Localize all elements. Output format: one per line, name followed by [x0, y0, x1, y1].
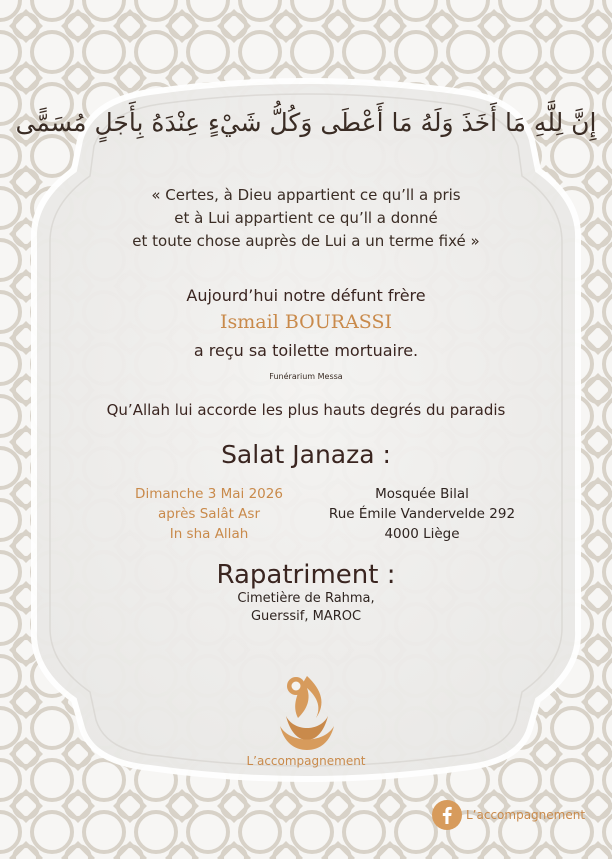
repatriation-location: Guerssif, MAROC	[250, 609, 362, 624]
salat-venue: Mosquée Bilal	[375, 486, 469, 502]
flame-logo-icon	[276, 668, 338, 758]
salat-note: In sha Allah	[169, 526, 249, 542]
salat-heading: Salat Janaza :	[221, 440, 391, 469]
repatriation-place: Cimetière de Rahma,	[237, 591, 375, 606]
logo-caption: L’accompagnement	[246, 754, 366, 768]
arabic-verse: إِنَّ لِلَّهِ مَا أَخَذَ وَلَهُ مَا أَعْطَى وَكُلُّ شَيْءٍ عِنْدَهُ بِأَجَلٍ مُسَمًّى	[15, 108, 597, 137]
prayer-line: Qu’Allah lui accorde les plus hauts degrés du paradis	[106, 401, 506, 419]
repatriation-heading: Rapatriment :	[216, 560, 396, 590]
footer-social-label[interactable]: L’accompagnement	[466, 808, 586, 822]
salat-time-block	[124, 484, 294, 544]
funeral-home: Funérarium Messa	[269, 372, 343, 381]
deceased-name: Ismail BOURASSI	[220, 311, 392, 333]
salat-street: Rue Émile Vandervelde 292	[328, 506, 516, 522]
quote-line-1: « Certes, à Dieu appartient ce qu’ll a pris	[151, 186, 461, 204]
facebook-icon[interactable]	[432, 800, 462, 830]
salat-location-block	[318, 484, 526, 544]
quote-line-3: et toute chose auprès de Lui a un terme fixé »	[132, 232, 480, 250]
salat-city: 4000 Liège	[384, 526, 460, 542]
quote-line-2: et à Lui appartient ce qu’ll a donné	[174, 209, 438, 227]
salat-date: Dimanche 3 Mai 2026	[135, 486, 283, 502]
salat-time: après Salât Asr	[158, 506, 260, 522]
announcement-intro: Aujourd’hui notre défunt frère	[186, 286, 426, 305]
announcement-status: a reçu sa toilette mortuaire.	[193, 341, 419, 360]
